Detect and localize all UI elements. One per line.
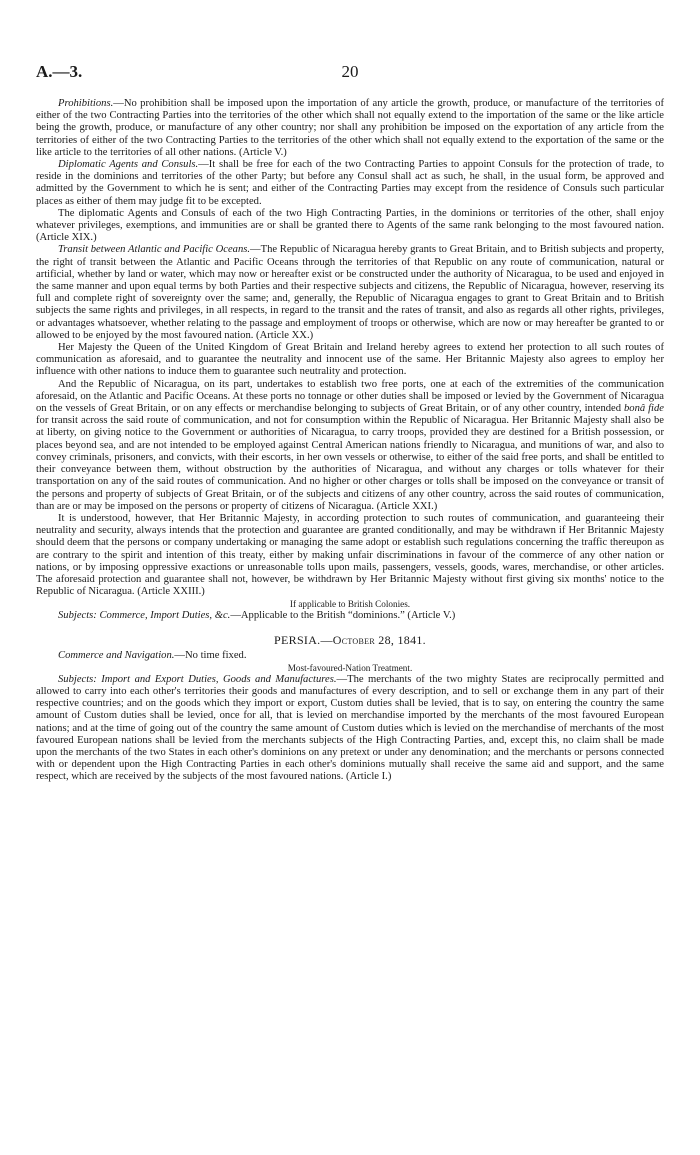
paragraph-diplomatic-agents [36,159,664,208]
paragraph-lead: Subjects: Commerce, Import Duties, &c. [58,610,231,622]
paragraph-transit [36,244,664,342]
paragraph-lead: Commerce and Navigation. [58,649,175,661]
paragraph-text: for transit across the said route of communication, and not for consumption within the Republic of Nicaragua. Her Britannic Majesty shall also be at liberty, on giving notice to the Government or authorities of Nicaragua, to carry troops, provided they are destined for a British possession, or places beyond sea, and are not intended to be employed against Central American nations friendly to Nicaragua, and munitions of war, and also to convey criminals, prisoners, and convicts, with their escorts, in her own vessels or otherwise, to either of the said free ports, and shall be entitled to their conveyance between them, without obstruction by the authorities of Nicaragua, and without any charges or tolls whatever for their transportation on any of the said routes of communication. And no higher or other charges or tolls shall be imposed on the conveyance or transit of the persons and property of subjects of Great Britain, or of the subjects and citizens of any other country, across the said routes of communication, than are or may be imposed on the persons or property of citizens of Nicaragua. (Article XXI.) [36,415,664,512]
document-reference: A.—3. [36,62,83,81]
document-body [36,98,664,784]
paragraph-persia-subjects [36,674,664,784]
colonies-note: If applicable to British Colonies. [289,599,411,610]
paragraph-lead: Prohibitions. [58,98,114,109]
paragraph-lead: Diplomatic Agents and Consuls. [58,159,199,171]
paragraph-text: —The merchants of the two mighty States are reciprocally permitted and allowed to carry into each other's territories their goods and manufactures of every description, and to sell or exchange them in any part of their respective countries; and on the goods which they import or export, Custom duties shall be levied, that is to say, on entering the country the same amount of Custom duties shall be levied, once for all, that is levied on merchandise imported by the merchants of the most favoured European nations; and at the time of going out of the country the same amount of Custom duties which is levied on the merchandise of merchants of the most favoured European nations shall be levied from the merchants subjects of the High Contracting Parties, and, except this, no claim shall be made upon the merchants of the two States in each other's dominions on any pretext or under any denomination; and the merchants or persons connected with or dependent upon the High Contracting Parties in each other's dominions mutually shall receive the same aid and support, and the same respect, which are received by the subjects of the most favoured nations. (Article I.) [36,673,664,783]
paragraph-free-ports [36,379,664,513]
paragraph-italic: bonâ fide [624,403,664,415]
page-header [36,62,664,86]
paragraph-text: —No prohibition shall be imposed upon the importation of any article the growth, produce, or manufacture of the territories of either of the two Contracting Parties into the territories of the other which shall not equally extend to the importation of the same or the like article being the growth, produce, or manufacture of any other country; nor shall any prohibition be imposed on the exportation of any article from the territories of either of the two Contracting Parties to the territories of the other which shall not equally extend to the exportation of the same or the like article to the territories of all other nations. (Article V.) [36,98,664,158]
paragraph-lead: Transit between Atlantic and Pacific Oceans. [58,244,251,256]
paragraph-protection [36,342,664,379]
persia-heading [36,633,664,648]
paragraph-lead: Subjects: Import and Export Duties, Goods and Manufactures. [58,673,337,685]
paragraph-prohibitions [36,98,664,159]
mfn-note: Most-favoured-Nation Treatment. [287,662,413,673]
paragraph-text: —It shall be free for each of the two Contracting Parties to appoint Consuls for the protection of trade, to reside in the dominions and territories of the other Party; but before any Consul shall act as such, he shall, in the usual form, be approved and admitted by the Government to which he is sent; and either of the Contracting Parties may except from the residence of Consuls such particular places as either of them may judge fit to be excepted. [36,159,664,207]
paragraph-persia-commerce [36,650,664,662]
persia-date: —October 28, 1841. [320,632,426,647]
persia-country: PERSIA. [274,632,321,647]
paragraph-text: The diplomatic Agents and Consuls of each of the two High Contracting Parties, in the dominions or territories of the other, shall enjoy whatever privileges, exemptions, and immunities are or shall be granted there to Agents of the same rank belonging to the most favoured nation. (Article XIX.) [36,207,664,244]
paragraph-text: —Applicable to the British “dominions.” (Article V.) [230,610,456,622]
paragraph-consuls-privileges [36,208,664,245]
paragraph-conditional-guarantee [36,513,664,598]
paragraph-text: —No time fixed. [174,649,247,661]
paragraph-text: It is understood, however, that Her Britannic Majesty, in according protection to such routes of communication, and guaranteeing their neutrality and security, always intends that the protection and guarantee are granted conditionally, and may be withdrawn if Her Britannic Majesty should deem that the persons or company undertaking or managing the same adopt or establish such regulations concerning the traffic thereupon as are contrary to the spirit and intention of this treaty, either by making unfair discriminations in favour of the commerce of any other nation or nations, or by imposing oppressive exactions or unreasonable tolls upon mails, passengers, vessels, goods, wares, merchandise, or other articles. The aforesaid protection and guarantee shall not, however, be withdrawn by Her Britannic Majesty without first giving six months' notice to the Republic of Nicaragua. (Article XXIII.) [36,512,664,598]
page-number: 20 [341,62,359,81]
paragraph-text: —The Republic of Nicaragua hereby grants to Great Britain, and to British subjects and property, the right of transit between the Atlantic and Pacific Oceans through the territories of that Republic on any route of communication, natural or artificial, whether by land or water, which may now or hereafter exist or be constructed under the authority of Nicaragua, to be used and enjoyed in the same manner and upon equal terms by both Parties and their respective subjects and citizens, the Republic of Nicaragua, however, reserving its full and complete right of sovereignty over the same; and, generally, the Republic of Nicaragua engages to grant to Great Britain and to British subjects the same rights and privileges, in all respects, in regard to the transit and the rates of transit, and also as regards all other rights, privileges, or advantages whatsoever, whether relating to the passage and employment of troops or otherwise, which are now or may hereafter be granted to or allowed to be enjoyed by the most favoured nation. (Article XX.) [36,244,664,341]
paragraph-colonies-subjects [36,610,664,622]
paragraph-text: Her Majesty the Queen of the United Kingdom of Great Britain and Ireland hereby agrees to extend her protection to all such routes of communication as aforesaid, and to guarantee the neutrality and innocent use of the same. Her Britannic Majesty also agrees to employ her influence with other nations to induce them to guarantee such neutrality and protection. [36,342,664,378]
paragraph-text: And the Republic of Nicaragua, on its part, undertakes to establish two free ports, one at each of the extremities of the communication aforesaid, on the Atlantic and Pacific Oceans. At these ports no tonnage or other duties shall be imposed or levied by the Government of Nicaragua on the vessels of Great Britain, or on any effects or merchandise belonging to subjects of Great Britain, or of any other country, intended [36,378,664,415]
